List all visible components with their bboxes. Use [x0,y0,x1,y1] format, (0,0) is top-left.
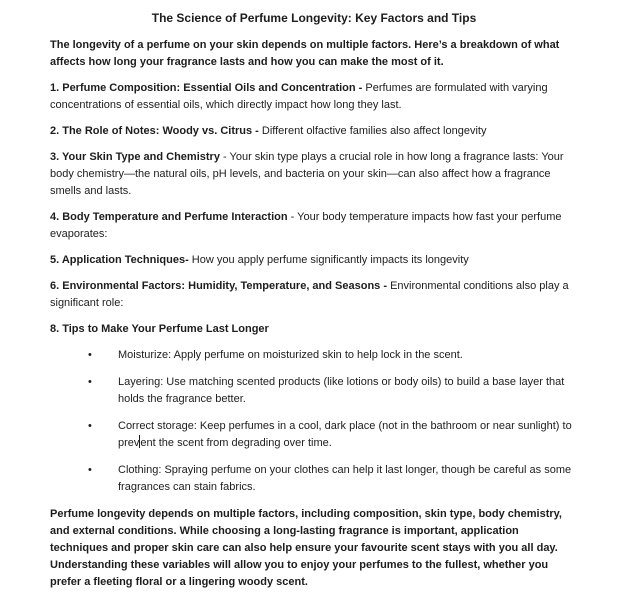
tips-list [50,347,578,496]
list-item-correct-storage[interactable] [88,418,578,452]
list-item-text: Layering: Use matching scented products (like lotions or body oils) to build a base layer that holds the fragrance better. [118,376,565,405]
section-5-heading: 5. Application Techniques- [50,254,189,266]
section-2-body: Different olfactive families also affect longevity [258,125,487,137]
section-4-heading: 4. Body Temperature and Perfume Interaction [50,211,288,223]
list-item-text: Clothing: Spraying perfume on your clothes can help it last longer, though be careful as some fragrances can stain fabrics. [118,464,572,493]
document-title[interactable]: The Science of Perfume Longevity: Key Factors and Tips [151,11,477,25]
section-paragraph-2[interactable] [50,123,578,140]
conclusion-paragraph[interactable]: Perfume longevity depends on multiple factors, including composition, skin type, body chemistry, and external conditions. While choosing a long-lasting fragrance is important, application techniques and proper skin care can also help ensure your favourite scent stays with you all day. Understanding these variables will allow you to enjoy your perfumes to the fullest, whether you prefer a fleeting floral or a lingering woody scent. [50,508,562,588]
section-3-heading: 3. Your Skin Type and Chemistry [50,151,220,163]
list-item-clothing[interactable] [88,462,578,496]
list-item-text-after-cursor: ent the scent from degrading over time. [140,437,332,449]
tips-heading[interactable]: 8. Tips to Make Your Perfume Last Longer [50,323,269,335]
intro-paragraph[interactable]: The longevity of a perfume on your skin depends on multiple factors. Here’s a breakdown of what affects how long your fragrance lasts and how you can make the most of it. [50,39,560,68]
section-paragraph-1[interactable] [50,80,578,114]
list-item-text: Moisturize: Apply perfume on moisturized skin to help lock in the scent. [118,349,463,361]
section-1-body: Perfumes are formulated with varying concentrations of essential oils, which directly impact how long they last. [50,82,548,111]
section-5-body: How you apply perfume significantly impacts its longevity [188,254,469,266]
section-1-heading: 1. Perfume Composition: Essential Oils and Concentration - [50,82,363,94]
section-6-body: Environmental conditions also play a significant role: [50,280,569,309]
section-6-heading: 6. Environmental Factors: Humidity, Temperature, and Seasons - [50,280,388,292]
list-item-moisturize[interactable] [88,347,578,364]
section-3-body: - Your skin type plays a crucial role in how long a fragrance lasts: Your body chemistry—the natural oils, pH levels, and bacteria on your skin—can also affect how a fragrance smells and lasts. [50,151,564,197]
section-2-heading: 2. The Role of Notes: Woody vs. Citrus - [50,125,259,137]
list-item-text-before-cursor: Correct storage: Keep perfumes in a cool, dark place (not in the bathroom or near sunlight) to prev [118,420,572,449]
section-paragraph-4[interactable] [50,209,578,243]
section-paragraph-5[interactable] [50,252,578,269]
section-4-body: - Your body temperature impacts how fast your perfume evaporates: [50,211,562,240]
section-paragraph-6[interactable] [50,278,578,312]
section-paragraph-3[interactable] [50,149,578,200]
list-item-layering[interactable] [88,374,578,408]
